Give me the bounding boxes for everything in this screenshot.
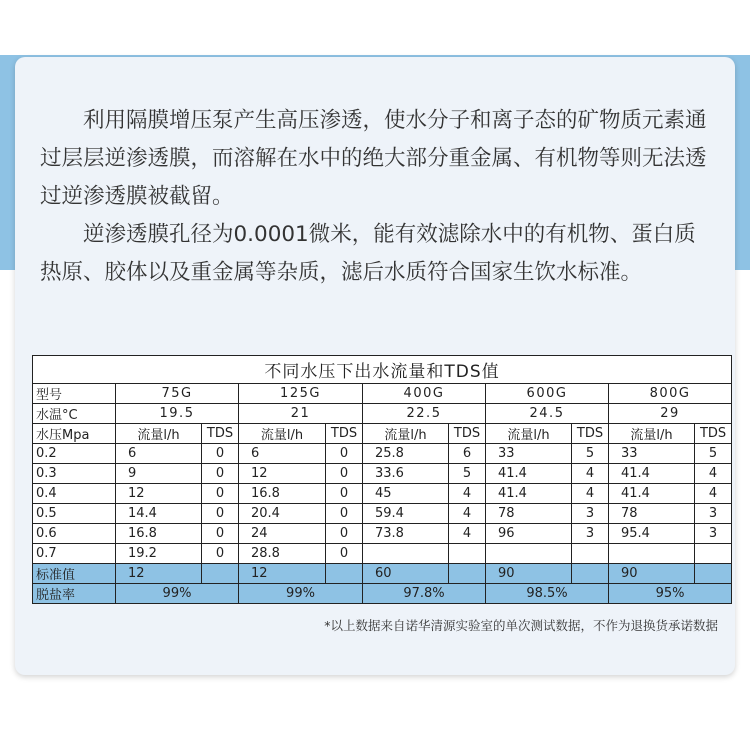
intro-text	[40, 102, 715, 292]
flow-cell: 33	[486, 444, 572, 464]
rejection-label: 脱盐率	[33, 584, 116, 604]
tds-cell: 0	[326, 544, 363, 564]
temperature-cell: 19.5	[116, 404, 239, 424]
flow-header: 流量l/h	[116, 424, 202, 444]
table-row	[33, 524, 732, 544]
model-cell: 600G	[486, 384, 609, 404]
intro-paragraph-1: 利用隔膜增压泵产生高压渗透，使水分子和离子态的矿物质元素通过层层逆渗透膜，而溶解在水中的绝大部分重金属、有机物等则无法透过逆渗透膜被截留。	[40, 108, 707, 209]
tds-cell: 0	[326, 444, 363, 464]
flow-cell: 12	[116, 484, 202, 504]
standard-cell: 90	[609, 564, 695, 584]
empty-cell	[572, 564, 609, 584]
standard-cell: 90	[486, 564, 572, 584]
disclaimer-note: *以上数据来自诺华清源实验室的单次测试数据，不作为退换货承诺数据	[324, 618, 718, 633]
flow-header: 流量l/h	[609, 424, 695, 444]
flow-header: 流量l/h	[239, 424, 326, 444]
flow-cell: 33.6	[363, 464, 449, 484]
flow-cell: 95.4	[609, 524, 695, 544]
temperature-label: 水温°C	[33, 404, 116, 424]
tds-cell: 3	[572, 524, 609, 544]
flow-header: 流量l/h	[486, 424, 572, 444]
rejection-cell: 95%	[609, 584, 732, 604]
tds-header: TDS	[572, 424, 609, 444]
flow-cell: 14.4	[116, 504, 202, 524]
tds-cell: 4	[572, 464, 609, 484]
tds-cell: 5	[572, 444, 609, 464]
flow-cell: 9	[116, 464, 202, 484]
pressure-cell: 0.6	[33, 524, 116, 544]
tds-cell: 0	[326, 484, 363, 504]
flow-cell: 41.4	[609, 464, 695, 484]
tds-cell: 0	[202, 544, 239, 564]
tds-cell: 0	[326, 524, 363, 544]
rejection-cell: 99%	[116, 584, 239, 604]
flow-tds-table	[32, 355, 732, 604]
flow-cell	[363, 544, 449, 564]
table-row	[33, 544, 732, 564]
pressure-label: 水压Mpa	[33, 424, 116, 444]
model-label: 型号	[33, 384, 116, 404]
rejection-cell: 97.8%	[363, 584, 486, 604]
rejection-cell: 98.5%	[486, 584, 609, 604]
column-header-row	[33, 424, 732, 444]
temperature-cell: 29	[609, 404, 732, 424]
temperature-row	[33, 404, 732, 424]
pressure-cell: 0.5	[33, 504, 116, 524]
flow-header: 流量l/h	[363, 424, 449, 444]
temperature-cell: 24.5	[486, 404, 609, 424]
tds-cell: 0	[326, 504, 363, 524]
model-row	[33, 384, 732, 404]
table-row	[33, 444, 732, 464]
standard-label: 标准值	[33, 564, 116, 584]
model-cell: 800G	[609, 384, 732, 404]
standard-cell: 12	[239, 564, 326, 584]
model-cell: 75G	[116, 384, 239, 404]
tds-cell: 0	[326, 464, 363, 484]
empty-cell	[695, 564, 732, 584]
pressure-cell: 0.2	[33, 444, 116, 464]
standard-cell: 60	[363, 564, 449, 584]
tds-cell: 3	[695, 524, 732, 544]
tds-header: TDS	[449, 424, 486, 444]
model-cell: 125G	[239, 384, 363, 404]
flow-cell: 16.8	[239, 484, 326, 504]
tds-cell: 0	[202, 484, 239, 504]
pressure-cell: 0.4	[33, 484, 116, 504]
flow-cell: 25.8	[363, 444, 449, 464]
pressure-cell: 0.3	[33, 464, 116, 484]
standard-cell: 12	[116, 564, 202, 584]
tds-cell: 0	[202, 524, 239, 544]
flow-cell	[486, 544, 572, 564]
tds-cell: 3	[695, 504, 732, 524]
tds-cell: 3	[572, 504, 609, 524]
flow-cell: 41.4	[486, 464, 572, 484]
tds-cell: 4	[695, 464, 732, 484]
flow-cell: 73.8	[363, 524, 449, 544]
flow-cell: 78	[486, 504, 572, 524]
tds-cell: 4	[695, 484, 732, 504]
intro-paragraph-2: 逆渗透膜孔径为0.0001微米，能有效滤除水中的有机物、蛋白质热原、胶体以及重金属等杂质，滤后水质符合国家生饮水标准。	[40, 222, 696, 285]
tds-cell: 0	[202, 464, 239, 484]
tds-cell: 4	[449, 524, 486, 544]
flow-cell: 20.4	[239, 504, 326, 524]
table-row	[33, 464, 732, 484]
tds-header: TDS	[695, 424, 732, 444]
temperature-cell: 22.5	[363, 404, 486, 424]
tds-cell	[695, 544, 732, 564]
tds-cell: 4	[449, 484, 486, 504]
flow-cell: 41.4	[609, 484, 695, 504]
tds-cell: 0	[202, 504, 239, 524]
flow-cell: 6	[116, 444, 202, 464]
empty-cell	[326, 564, 363, 584]
rejection-cell: 99%	[239, 584, 363, 604]
pressure-cell: 0.7	[33, 544, 116, 564]
flow-cell: 41.4	[486, 484, 572, 504]
tds-cell: 0	[202, 444, 239, 464]
tds-cell	[572, 544, 609, 564]
flow-cell: 33	[609, 444, 695, 464]
tds-header: TDS	[326, 424, 363, 444]
tds-cell: 5	[695, 444, 732, 464]
tds-cell: 5	[449, 464, 486, 484]
flow-cell: 6	[239, 444, 326, 464]
tds-cell: 4	[449, 504, 486, 524]
table-title: 不同水压下出水流量和TDS值	[33, 356, 732, 384]
tds-cell	[449, 544, 486, 564]
flow-cell: 28.8	[239, 544, 326, 564]
flow-cell: 16.8	[116, 524, 202, 544]
empty-cell	[202, 564, 239, 584]
table-row	[33, 504, 732, 524]
empty-cell	[449, 564, 486, 584]
flow-cell: 24	[239, 524, 326, 544]
model-cell: 400G	[363, 384, 486, 404]
flow-cell: 19.2	[116, 544, 202, 564]
table-row	[33, 484, 732, 504]
flow-cell: 59.4	[363, 504, 449, 524]
flow-cell: 12	[239, 464, 326, 484]
temperature-cell: 21	[239, 404, 363, 424]
tds-cell: 6	[449, 444, 486, 464]
tds-cell: 4	[572, 484, 609, 504]
data-rows	[33, 444, 732, 564]
rejection-row	[33, 584, 732, 604]
flow-cell: 45	[363, 484, 449, 504]
flow-cell: 78	[609, 504, 695, 524]
tds-header: TDS	[202, 424, 239, 444]
standard-row	[33, 564, 732, 584]
flow-cell	[609, 544, 695, 564]
flow-cell: 96	[486, 524, 572, 544]
